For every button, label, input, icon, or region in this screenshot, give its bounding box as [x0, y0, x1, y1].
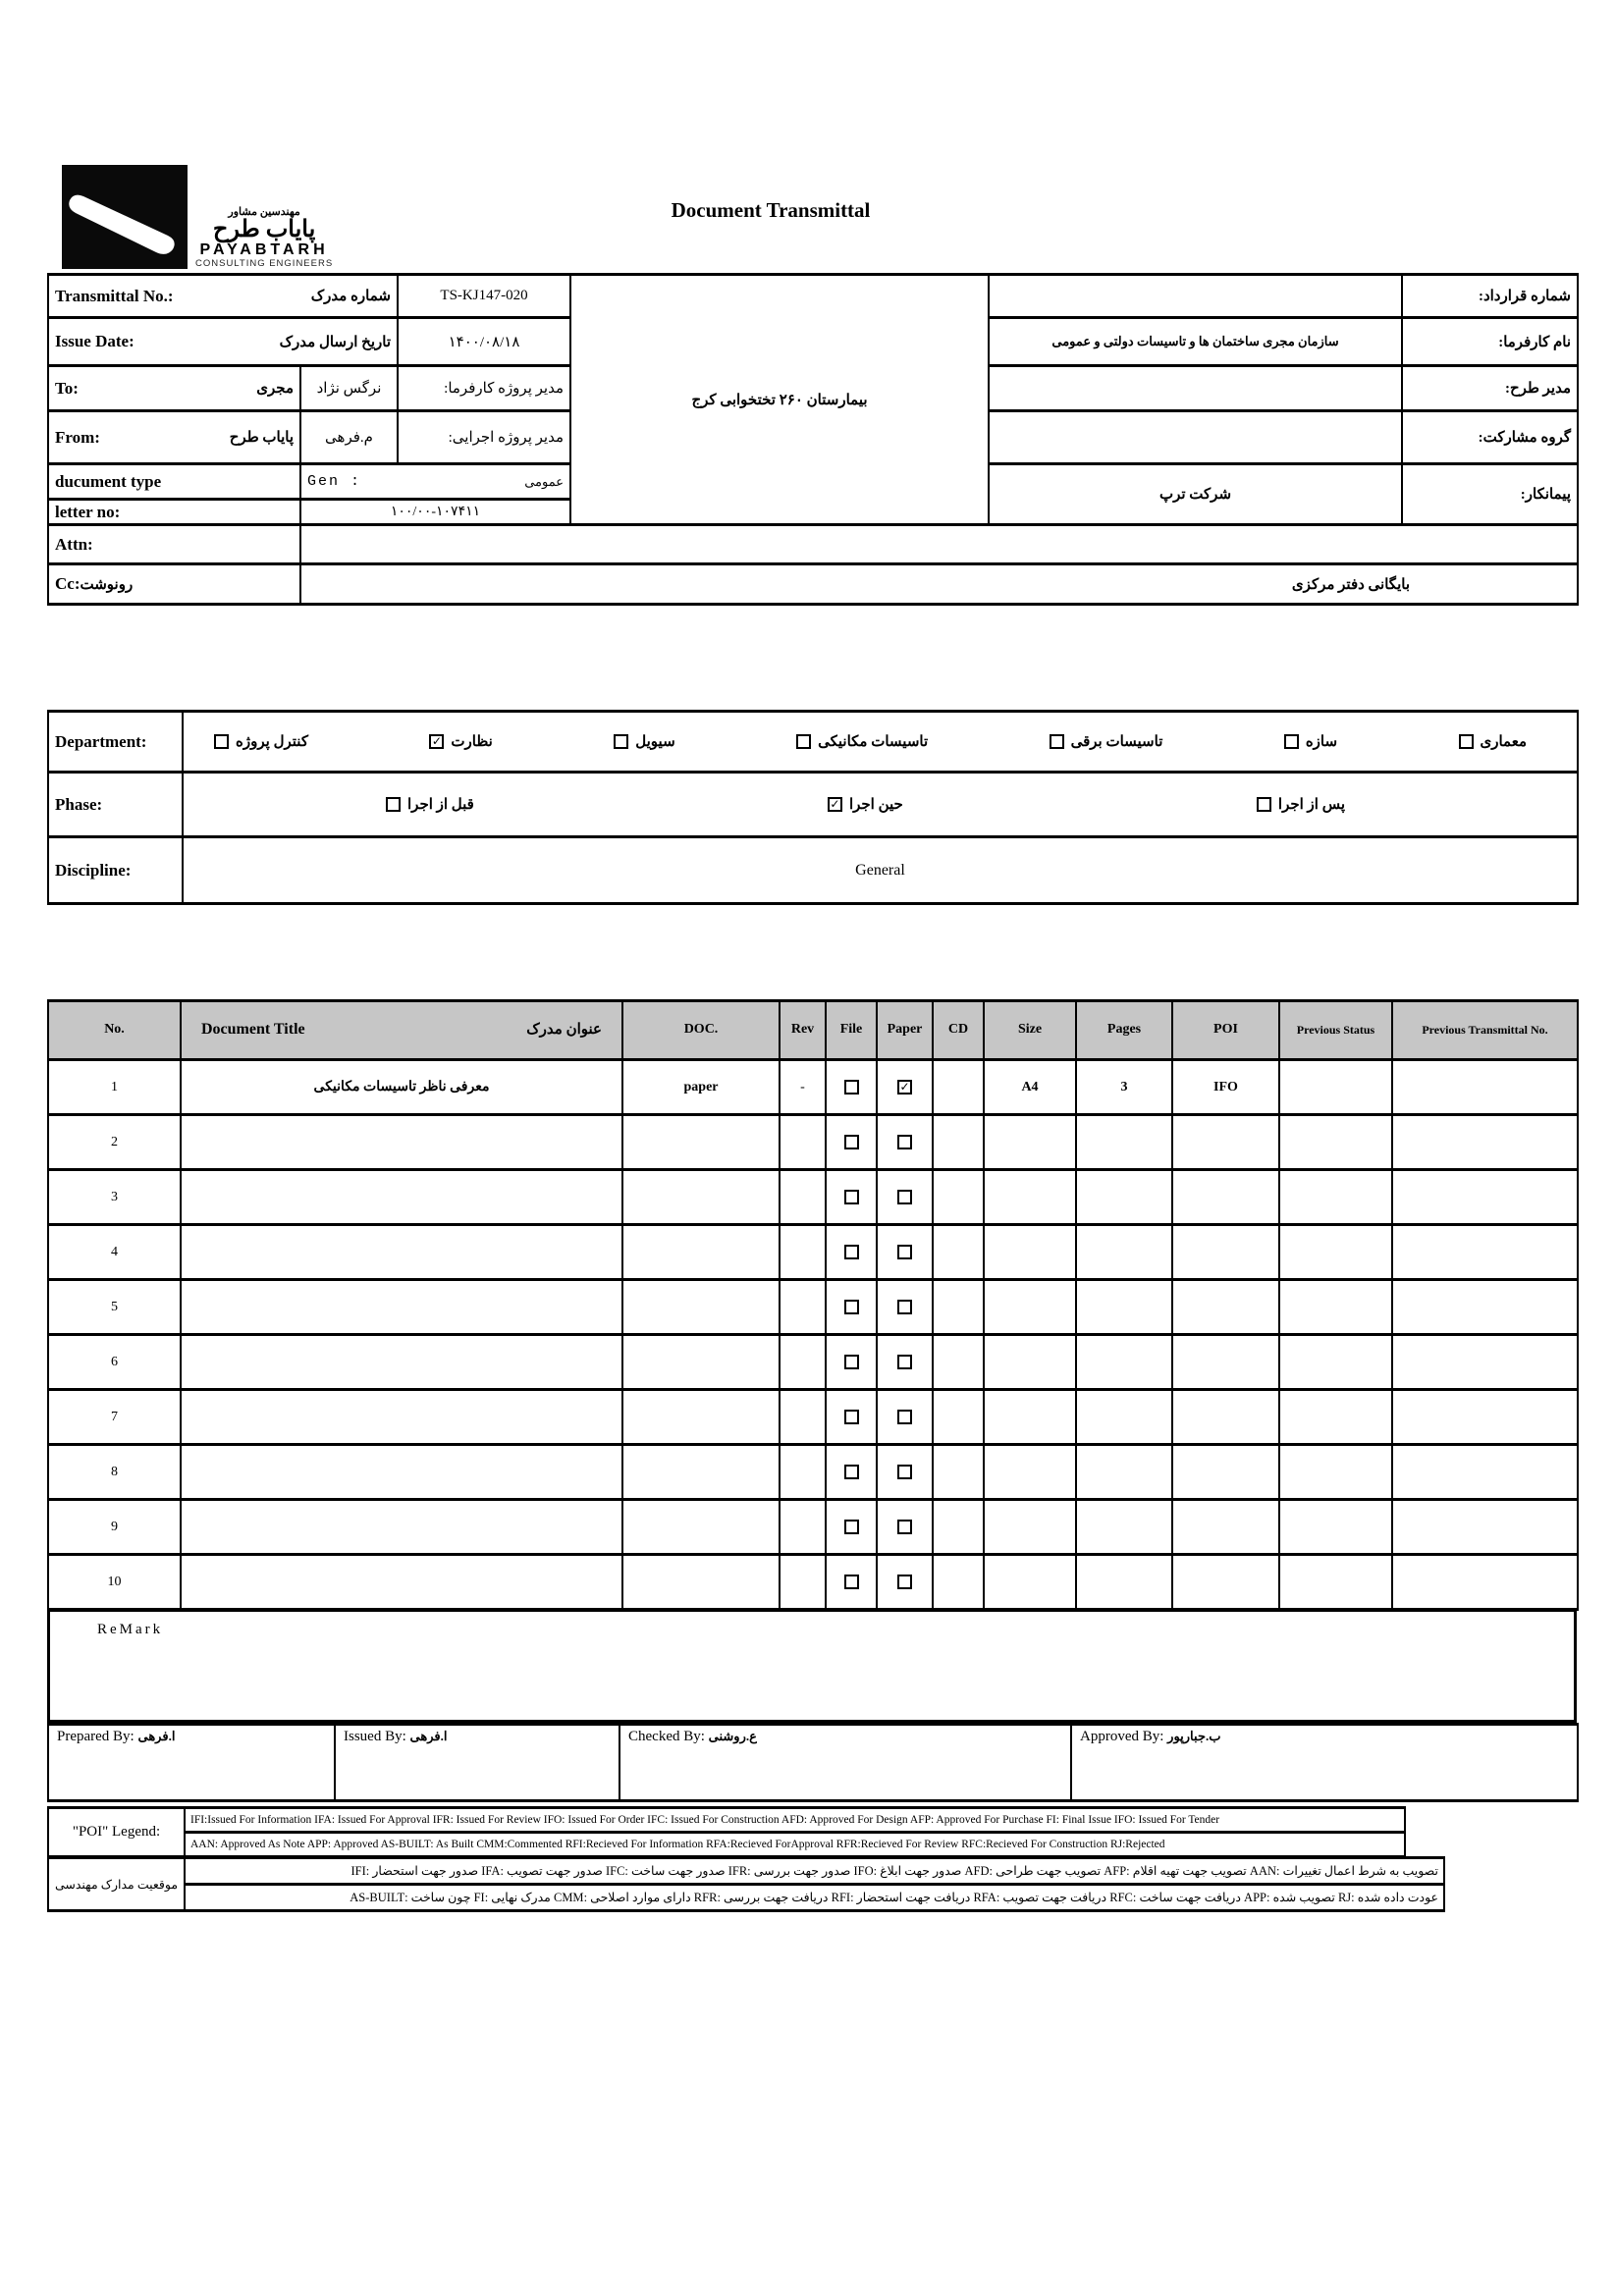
row-cd-cell [933, 1225, 984, 1280]
fa-legend-line1: تصویب به شرط اعمال تغییرات :AAN تصویب جهت تهیه اقلام :AFP تصویب جهت طراحی :AFD صدور جهت ابلاغ :IFO صدور جهت بررسی :IFR صدور جهت ساخت :IFC صدور جهت تصویب :IFA صدور جهت استحضار :IFI [185, 1858, 1444, 1885]
row-poi [1172, 1335, 1279, 1390]
client-name-label: نام کارفرما: [1402, 318, 1578, 366]
col-header-prev-status: Previous Status [1279, 1001, 1392, 1060]
paper-checkbox-icon[interactable] [897, 1465, 912, 1479]
company-logo [62, 165, 333, 269]
col-header-no: No. [48, 1001, 181, 1060]
row-pages [1076, 1115, 1172, 1170]
row-title [181, 1335, 622, 1390]
logo-name-fa: پایاب طرح [212, 217, 316, 243]
row-prev-transmittal [1392, 1170, 1578, 1225]
row-rev [780, 1170, 826, 1225]
row-prev-status [1279, 1335, 1392, 1390]
row-poi [1172, 1390, 1279, 1445]
project-name: بیمارستان ۲۶۰ تختخوابی کرج [570, 275, 989, 525]
phase-options [183, 773, 1578, 837]
file-checkbox-icon[interactable] [844, 1520, 859, 1534]
row-pages [1076, 1225, 1172, 1280]
row-no: 3 [48, 1170, 181, 1225]
row-title: معرفی ناظر تاسیسات مکانیکی [181, 1060, 622, 1115]
table-row [48, 1335, 1578, 1390]
row-prev-transmittal [1392, 1390, 1578, 1445]
row-doc [622, 1170, 780, 1225]
row-size [984, 1445, 1076, 1500]
issued-by-cell [335, 1725, 619, 1801]
checkbox-icon[interactable] [214, 734, 229, 749]
row-title [181, 1500, 622, 1555]
row-paper-cell [877, 1115, 933, 1170]
row-file-cell [826, 1280, 877, 1335]
row-paper-cell [877, 1060, 933, 1115]
row-cd-cell [933, 1445, 984, 1500]
row-rev [780, 1445, 826, 1500]
row-prev-transmittal [1392, 1060, 1578, 1115]
attn-value[interactable] [300, 525, 1578, 564]
row-cd-cell [933, 1555, 984, 1610]
option-label: قبل از اجرا [407, 797, 474, 813]
doc-table-body [48, 1060, 1578, 1610]
to-field: To: مجری [48, 366, 300, 411]
approved-by-cell [1071, 1725, 1578, 1801]
file-checkbox-icon[interactable] [844, 1465, 859, 1479]
col-header-size: Size [984, 1001, 1076, 1060]
prepared-by-name: ا.فرهی [137, 1729, 176, 1743]
row-doc [622, 1115, 780, 1170]
issued-by-label: Issued By: [344, 1729, 406, 1744]
to-role-label: مدیر پروژه کارفرما: [398, 366, 570, 411]
table-row [48, 1225, 1578, 1280]
paper-checkbox-icon[interactable] [897, 1245, 912, 1259]
row-pages [1076, 1390, 1172, 1445]
table-row [48, 1115, 1578, 1170]
paper-checkbox-icon[interactable] [897, 1190, 912, 1204]
checkbox-option [1284, 732, 1337, 751]
col-header-prev-transmittal: Previous Transmittal No. [1392, 1001, 1578, 1060]
row-prev-transmittal [1392, 1335, 1578, 1390]
row-size [984, 1170, 1076, 1225]
design-manager-label: مدیر طرح: [1402, 366, 1578, 411]
issue-date-value: ۱۴۰۰/۰۸/۱۸ [398, 318, 570, 366]
option-label: تاسیسات مکانیکی [818, 734, 929, 750]
row-size [984, 1555, 1076, 1610]
row-prev-status [1279, 1280, 1392, 1335]
from-field: From: پایاب طرح [48, 411, 300, 464]
letter-no-label: letter no: [48, 500, 300, 525]
payabtarh-logo-icon [62, 165, 188, 269]
row-rev [780, 1500, 826, 1555]
checkbox-option [429, 732, 492, 751]
file-checkbox-icon[interactable] [844, 1245, 859, 1259]
row-prev-status [1279, 1170, 1392, 1225]
option-label: کنترل پروژه [236, 734, 308, 750]
col-header-title: Document Title عنوان مدرک [181, 1001, 622, 1060]
row-poi [1172, 1555, 1279, 1610]
department-label: Department: [48, 712, 183, 773]
checkbox-option [796, 732, 928, 751]
row-no: 10 [48, 1555, 181, 1610]
row-no: 6 [48, 1335, 181, 1390]
row-doc [622, 1445, 780, 1500]
row-pages [1076, 1555, 1172, 1610]
row-pages [1076, 1335, 1172, 1390]
table-row [48, 1170, 1578, 1225]
table-row [48, 1445, 1578, 1500]
row-file-cell [826, 1390, 877, 1445]
table-row [48, 1500, 1578, 1555]
row-doc [622, 1500, 780, 1555]
row-no: 5 [48, 1280, 181, 1335]
document-type-label: ducument type [48, 464, 300, 500]
row-doc [622, 1390, 780, 1445]
contract-no-value[interactable] [989, 275, 1402, 318]
department-options [183, 712, 1578, 773]
checkbox-option [614, 732, 674, 751]
row-prev-status [1279, 1225, 1392, 1280]
issued-by-name: ا.فرهی [409, 1729, 448, 1743]
document-type-value: Gen : عمومی [300, 464, 570, 500]
row-file-cell [826, 1060, 877, 1115]
checkbox-icon[interactable] [614, 734, 628, 749]
table-row [48, 1555, 1578, 1610]
row-title [181, 1445, 622, 1500]
poi-legend-table [47, 1806, 1406, 1858]
row-paper-cell [877, 1335, 933, 1390]
checkbox-icon[interactable] [1284, 734, 1299, 749]
table-row [48, 1280, 1578, 1335]
row-doc [622, 1280, 780, 1335]
checked-by-cell [619, 1725, 1071, 1801]
row-poi: IFO [1172, 1060, 1279, 1115]
client-name-value: سازمان مجری ساختمان ها و تاسیسات دولتی و عمومی [989, 318, 1402, 366]
row-doc [622, 1225, 780, 1280]
signature-table [47, 1723, 1579, 1802]
row-paper-cell [877, 1445, 933, 1500]
checkbox-option [828, 795, 903, 814]
poi-legend-line1: IFI:Issued For Information IFA: Issued For Approval IFR: Issued For Review IFO: Issued For Order IFC: Issued For Construction AFD: Approved For Design AFP: Approved For Purchase FI: Final Issue IFO: Issued For Tender [185, 1808, 1405, 1833]
file-checkbox-icon[interactable] [844, 1080, 859, 1095]
from-role-label: مدیر پروژه اجرایی: [398, 411, 570, 464]
row-doc [622, 1555, 780, 1610]
row-poi [1172, 1445, 1279, 1500]
paper-checkbox-icon[interactable] [897, 1300, 912, 1314]
row-cd-cell [933, 1280, 984, 1335]
row-paper-cell [877, 1280, 933, 1335]
header-table [47, 273, 1579, 606]
transmittal-no-value: TS-KJ147-020 [398, 275, 570, 318]
row-prev-status [1279, 1500, 1392, 1555]
option-label: معماری [1480, 734, 1527, 750]
approved-by-label: Approved By: [1080, 1729, 1164, 1744]
col-header-rev: Rev [780, 1001, 826, 1060]
row-prev-status [1279, 1115, 1392, 1170]
checkbox-icon[interactable] [1459, 734, 1474, 749]
row-cd-cell [933, 1170, 984, 1225]
row-cd-cell [933, 1500, 984, 1555]
row-rev [780, 1225, 826, 1280]
checked-by-label: Checked By: [628, 1729, 705, 1744]
row-paper-cell [877, 1170, 933, 1225]
row-size [984, 1335, 1076, 1390]
col-header-doc: DOC. [622, 1001, 780, 1060]
discipline-value: General [183, 837, 1578, 904]
checkbox-option [214, 732, 308, 751]
prepared-by-cell [48, 1725, 335, 1801]
remark-box[interactable] [47, 1609, 1577, 1723]
transmittal-no-label: Transmittal No.: شماره مدرک [48, 275, 398, 318]
from-person: م.فرهی [300, 411, 398, 464]
row-poi [1172, 1280, 1279, 1335]
row-size [984, 1500, 1076, 1555]
checkbox-icon[interactable] [386, 797, 401, 812]
option-label: پس از اجرا [1277, 797, 1345, 813]
design-manager-value[interactable] [989, 366, 1402, 411]
row-rev [780, 1555, 826, 1610]
page-title: Document Transmittal [671, 198, 871, 222]
cc-label: Cc:رونوشت [48, 564, 300, 605]
paper-checkbox-icon[interactable] [897, 1135, 912, 1149]
checkbox-option [1459, 732, 1528, 751]
row-prev-transmittal [1392, 1445, 1578, 1500]
row-title [181, 1225, 622, 1280]
option-label: سازه [1305, 734, 1338, 750]
row-no: 2 [48, 1115, 181, 1170]
poi-legend-line2: AAN: Approved As Note APP: Approved AS-BUILT: As Built CMM:Commented RFI:Recieved For Information RFA:Recieved ForApproval RFR:Recieved For Review RFC:Recieved For Construction RJ:Rejected [185, 1833, 1405, 1857]
checkbox-option [1257, 795, 1345, 814]
row-poi [1172, 1500, 1279, 1555]
checkbox-icon[interactable]: ✓ [429, 734, 444, 749]
fa-legend-label: موقعیت مدارک مهندسی [48, 1858, 185, 1911]
col-header-pages: Pages [1076, 1001, 1172, 1060]
logo-tagline-fa: مهندسین مشاور [228, 205, 300, 218]
row-pages [1076, 1170, 1172, 1225]
row-doc: paper [622, 1060, 780, 1115]
file-checkbox-icon[interactable] [844, 1355, 859, 1369]
row-prev-transmittal [1392, 1280, 1578, 1335]
letter-no-value: ۱۰۰/۰۰-۱۰۷۴۱۱ [300, 500, 570, 525]
row-size [984, 1115, 1076, 1170]
row-no: 1 [48, 1060, 181, 1115]
row-rev [780, 1115, 826, 1170]
paper-checkbox-icon[interactable] [897, 1575, 912, 1589]
checkbox-icon[interactable] [1050, 734, 1064, 749]
row-cd-cell [933, 1335, 984, 1390]
checkbox-icon[interactable] [796, 734, 811, 749]
row-no: 8 [48, 1445, 181, 1500]
row-cd-cell [933, 1390, 984, 1445]
row-size: A4 [984, 1060, 1076, 1115]
row-no: 4 [48, 1225, 181, 1280]
checked-by-name: ع.روشنی [708, 1729, 757, 1743]
file-checkbox-icon[interactable] [844, 1135, 859, 1149]
discipline-label: Discipline: [48, 837, 183, 904]
paper-checkbox-icon[interactable] [897, 1355, 912, 1369]
partnership-group-value[interactable] [989, 411, 1402, 464]
poi-legend-label: "POI" Legend: [48, 1808, 185, 1857]
row-paper-cell [877, 1225, 933, 1280]
row-rev [780, 1390, 826, 1445]
row-size [984, 1280, 1076, 1335]
phase-label: Phase: [48, 773, 183, 837]
row-title [181, 1390, 622, 1445]
row-pages: 3 [1076, 1060, 1172, 1115]
row-title [181, 1170, 622, 1225]
row-cd-cell [933, 1060, 984, 1115]
option-label: تاسیسات برقی [1070, 734, 1163, 750]
row-paper-cell [877, 1555, 933, 1610]
to-person: نرگس نژاد [300, 366, 398, 411]
row-prev-status [1279, 1445, 1392, 1500]
row-rev: - [780, 1060, 826, 1115]
row-prev-status [1279, 1390, 1392, 1445]
partnership-group-label: گروه مشارکت: [1402, 411, 1578, 464]
logo-subtitle-en: CONSULTING ENGINEERS [195, 258, 334, 270]
row-prev-transmittal [1392, 1500, 1578, 1555]
logo-name-en: PAYABTARH [199, 241, 329, 259]
row-prev-transmittal [1392, 1555, 1578, 1610]
option-label: نظارت [451, 734, 493, 750]
row-size [984, 1390, 1076, 1445]
file-checkbox-icon[interactable] [844, 1190, 859, 1204]
row-title [181, 1280, 622, 1335]
row-file-cell [826, 1170, 877, 1225]
row-file-cell [826, 1225, 877, 1280]
row-pages [1076, 1280, 1172, 1335]
fa-legend-line2: عودت داده شده :RJ تصویب شده :APP دریافت جهت ساخت :RFC دریافت جهت تصویب :RFA دریافت جهت استحضار :RFI دریافت جهت بررسی :RFR دارای موارد اصلاحی :CMM مدرک نهایی :FI چون ساخت :AS-BUILT [185, 1885, 1444, 1911]
row-paper-cell [877, 1500, 933, 1555]
col-header-paper: Paper [877, 1001, 933, 1060]
approved-by-name: ب.جبارپور [1167, 1729, 1221, 1743]
contract-no-label: شماره قرارداد: [1402, 275, 1578, 318]
row-poi [1172, 1170, 1279, 1225]
checkbox-icon[interactable] [1257, 797, 1271, 812]
row-prev-status [1279, 1060, 1392, 1115]
paper-checkbox-icon[interactable] [897, 1410, 912, 1424]
document-list-table [47, 999, 1579, 1611]
row-file-cell [826, 1500, 877, 1555]
col-header-poi: POI [1172, 1001, 1279, 1060]
row-file-cell [826, 1115, 877, 1170]
file-checkbox-icon[interactable] [844, 1300, 859, 1314]
file-checkbox-icon[interactable] [844, 1410, 859, 1424]
file-checkbox-icon[interactable] [844, 1575, 859, 1589]
col-header-cd: CD [933, 1001, 984, 1060]
checkbox-option [386, 795, 474, 814]
row-no: 7 [48, 1390, 181, 1445]
row-poi [1172, 1115, 1279, 1170]
table-row [48, 1390, 1578, 1445]
row-file-cell [826, 1445, 877, 1500]
paper-checkbox-icon[interactable]: ✓ [897, 1080, 912, 1095]
row-title [181, 1115, 622, 1170]
cc-value: بایگانی دفتر مرکزی [300, 564, 1578, 605]
row-rev [780, 1280, 826, 1335]
row-poi [1172, 1225, 1279, 1280]
col-header-file: File [826, 1001, 877, 1060]
checkbox-option [1050, 732, 1163, 751]
row-prev-transmittal [1392, 1115, 1578, 1170]
issue-date-label: Issue Date: تاریخ ارسال مدرک [48, 318, 398, 366]
row-rev [780, 1335, 826, 1390]
row-file-cell [826, 1335, 877, 1390]
paper-checkbox-icon[interactable] [897, 1520, 912, 1534]
contractor-label: پیمانکار: [1402, 464, 1578, 525]
row-pages [1076, 1445, 1172, 1500]
row-paper-cell [877, 1390, 933, 1445]
checkbox-icon[interactable]: ✓ [828, 797, 842, 812]
row-size [984, 1225, 1076, 1280]
option-label: سیویل [635, 734, 675, 750]
contractor-value: شرکت ترپ [989, 464, 1402, 525]
row-pages [1076, 1500, 1172, 1555]
attn-label: Attn: [48, 525, 300, 564]
row-prev-transmittal [1392, 1225, 1578, 1280]
classification-table [47, 710, 1579, 905]
row-file-cell [826, 1555, 877, 1610]
row-no: 9 [48, 1500, 181, 1555]
option-label: حین اجرا [848, 797, 903, 813]
remark-label: ReMark [97, 1622, 164, 1637]
fa-legend-table [47, 1856, 1445, 1912]
prepared-by-label: Prepared By: [57, 1729, 135, 1744]
row-prev-status [1279, 1555, 1392, 1610]
row-cd-cell [933, 1115, 984, 1170]
row-title [181, 1555, 622, 1610]
row-doc [622, 1335, 780, 1390]
table-row [48, 1060, 1578, 1115]
